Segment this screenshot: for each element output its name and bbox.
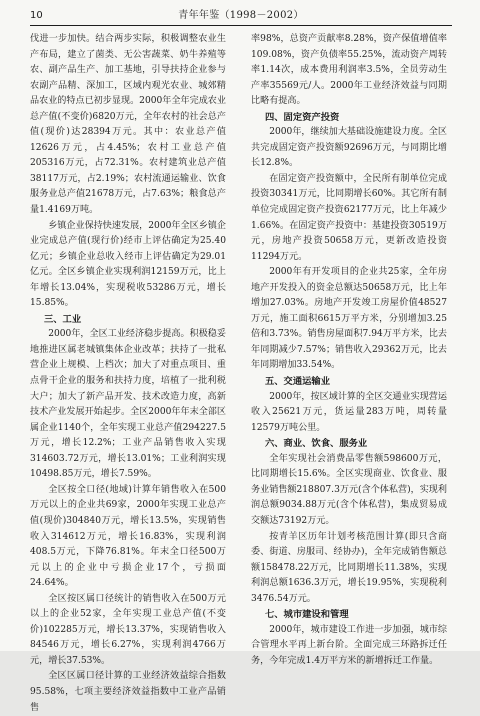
real-estate-paragraph: 2000年有开发项目的企业共25家，全年房地产开发投入的资金总额达50658万元，比上年增加27.03%。房地产开发竣工房屋价值48527万元，施工面积6615万平方米，分别增加3.25倍和3.73%。销售房屋面积7.94万平方米，比去年同期减少7.57%；销售收入29362万元，比去年同期增加33.54%。 [251, 267, 447, 371]
transport-paragraph: 2000年，按区域计算的全区交通业实现营运收入25621万元，货运量283万吨，周转量12579万吨公里。 [251, 391, 447, 433]
left-column [30, 32, 226, 713]
commerce-plan-paragraph: 按青羊区历年计划考核范围计算(即只含商委、街道、房服司、经协办)，全年完成销售额总额158478.22万元，比同期增长11.38%，实现利润总额1636.3万元，增长19.95%，实现税利3476.54万元。 [251, 531, 447, 604]
industry-overview-paragraph: 2000年，全区工业经济稳步提高。积极稳妥地推进区属老城镇集体企业改革；扶持了一批私营企业上规模、上档次；加大了对重点项目、重点骨干企业的服务和扶持力度，培植了一批利税大户；加大了新产品开发、技术改造力度，高新技术产业发展开始起步。全区2000年年末全部区属企业1140个，全年实现工业总产值294227.5万元，增长12.2%；工业产品销售收入实现314603.72万元，增长13.01%；工业利润实现10498.85万元，增长7.59%。 [30, 329, 226, 480]
section-heading-industry: 三、工业 [43, 313, 82, 325]
section-heading-commerce: 六、商业、饮食、服务业 [264, 438, 368, 450]
township-enterprise-paragraph: 乡镇企业保持快速发展，2000年全区乡镇企业完成总产值(现行价)经市上评估确定为25.40亿元；乡镇企业总收入经市上评估确定为29.01亿元。全区乡镇企业实现利润12159万元，比上年增长13.04%，实现税收53286万元，增长15.85%。 [30, 220, 226, 309]
section-heading-investment: 四、固定资产投资 [264, 111, 340, 123]
investment-ownership-paragraph: 在固定资产投资额中，全民所有制单位完成投资30341万元，比同期增长60%。其它所有制单位完成固定资产投资62177万元，比上年减少1.66%。在固定资产投资中：基建投资30519万元，房地产投资50658万元，更新改造投资11294万元。 [251, 173, 447, 262]
industry-efficiency-paragraph: 全区区属口径计算的工业经济效益综合指数95.58%，七项主要经济效益指数中工业产品销售 [30, 671, 226, 713]
section-heading-transport: 五、交通运输业 [264, 376, 331, 388]
retail-sales-paragraph: 全年实现社会消费品零售额598600万元，比同期增长15.6%。全区实现商业、饮食业、服务业销售额218807.3万元(含个体私营)，实现利润总额9034.88万元(含个体私营)，集成贸易成交额达73192万元。 [251, 453, 447, 526]
industry-efficiency-continued: 率98%，总资产贡献率8.28%，资产保值增值率109.08%，资产负债率55.25%，流动资产周转率1.14次，成本费用利润率3.5%，全员劳动生产率35569元/人。2000年工业经济效益与同期比略有提高。 [251, 34, 447, 107]
page-header [30, 9, 452, 26]
urban-construction-paragraph: 2000年，城市建设工作进一步加强，城市综合管理水平再上新台阶。全面完成三环路拆迁任务，今年完成1.4万平方米的新增拆迁工作量。 [251, 624, 447, 666]
section-heading-urban: 七、城市建设和管理 [264, 609, 349, 621]
page-number: 10 [30, 10, 43, 21]
running-title: 青年年鉴（1998－2002） [178, 10, 304, 21]
industry-district-paragraph: 全区按区属口径统计的销售收入在500万元以上的企业52家，全年实现工业总产值(不变价)102285万元，增长13.37%，实现销售收入84546万元，增长6.27%，实现利润4766万元，增长37.53%。 [30, 593, 226, 666]
right-column [251, 32, 447, 666]
agriculture-paragraph: 伐进一步加快。结合两步实际，积极调整农业生产布局，建立了菌类、无公害蔬菜、奶牛养殖等农、副产品生产、加工基地，引导扶持企业参与农副产品精、深加工，区域内观光农业、城郊精品农业的特点已初步显现。2000年全年完成农业总产值(不变价)6820万元，全年农村的社会总产值(现价)达28394万元。其中：农业总产值12626万元，占4.45%；农村工业总产值205316万元，占72.31%。农村建筑业总产值38117万元，占2.19%；农村流通运输业、饮食服务业总产值21678万元，占7.63%；粮食总产量1.4169万吨。 [30, 34, 226, 216]
investment-overview-paragraph: 2000年，继续加大基础设施建设力度。全区共完成固定资产投资额92696万元，与同期比增长12.8%。 [251, 127, 447, 169]
industry-regional-paragraph: 全区按全口径(地域)计算年销售收入在500万元以上的企业共69家，2000年实现工业总产值(现价)304840万元，增长13.5%，实现销售收入314612万元，增长16.83%，实现利润408.5万元，下降76.81%。年末全口径500万元以上的企业中亏损企业17个，亏损面24.64%。 [30, 484, 226, 589]
